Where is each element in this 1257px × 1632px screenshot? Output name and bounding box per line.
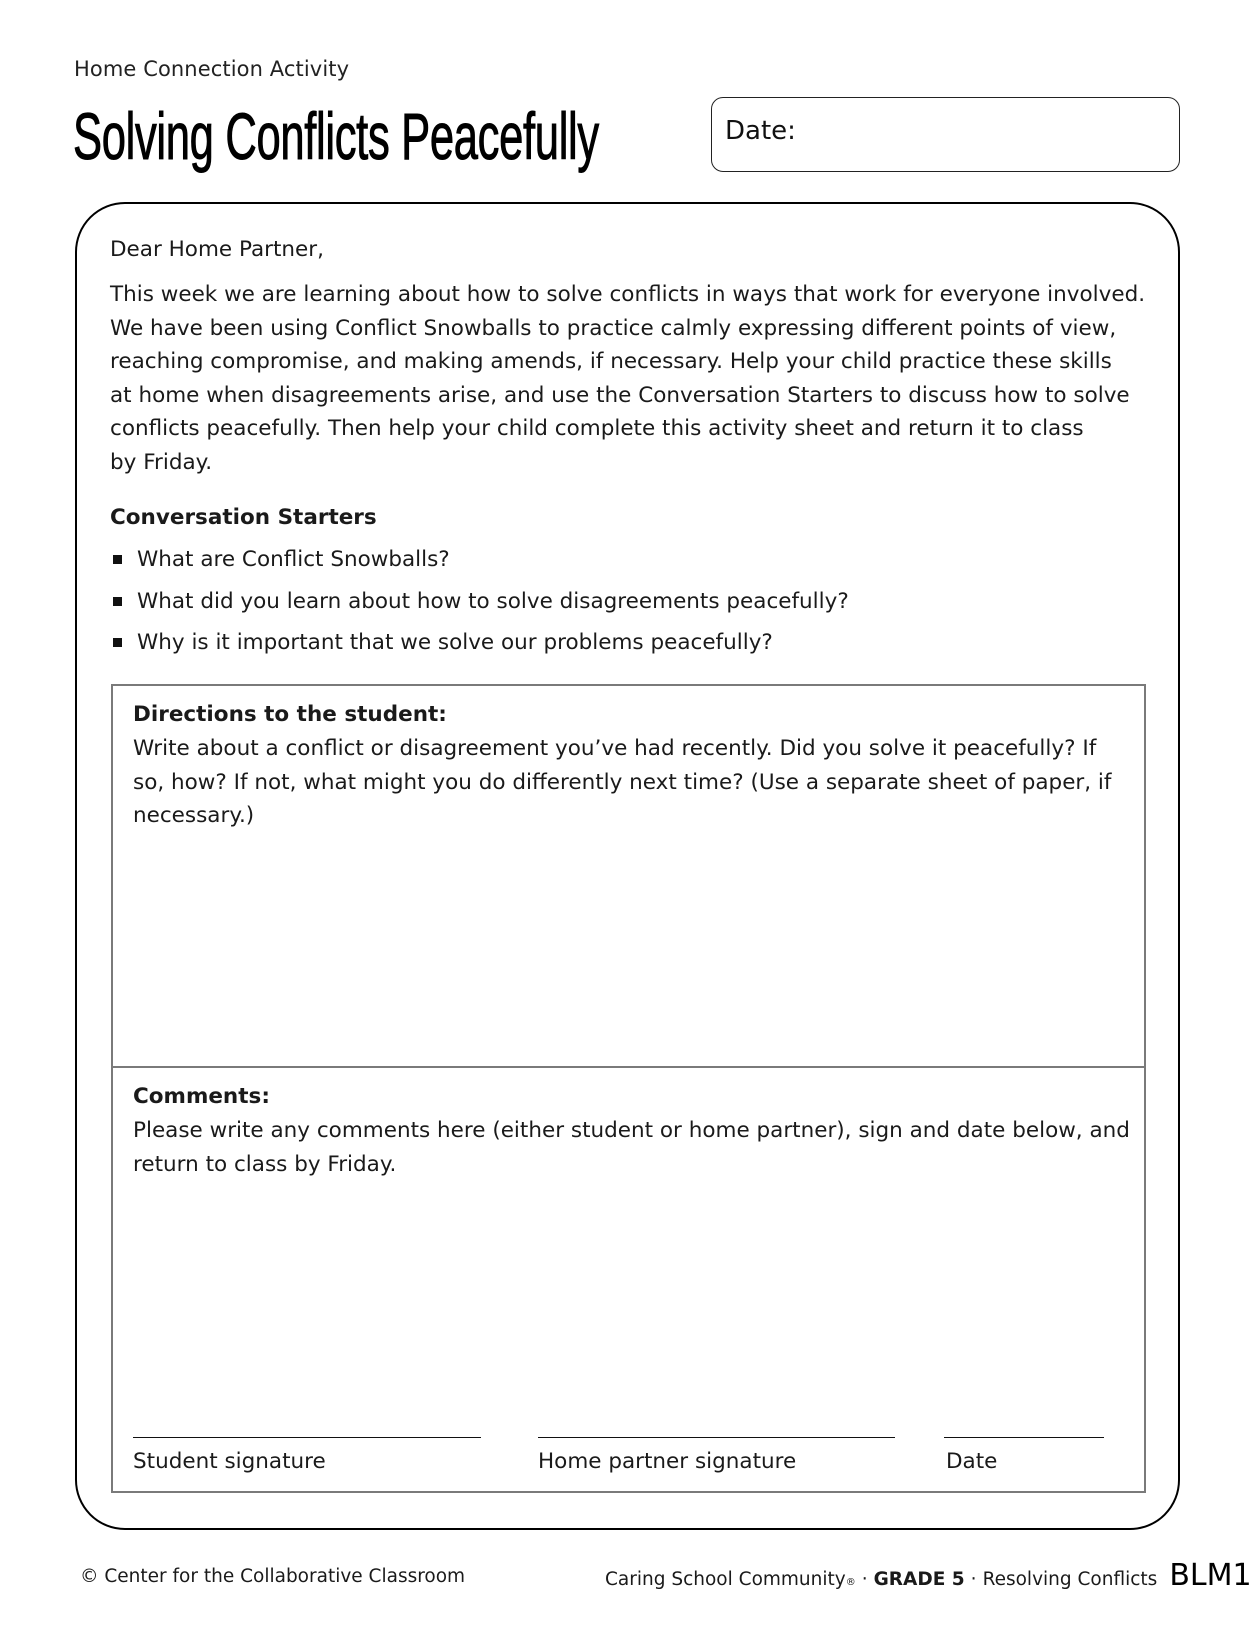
letter-body-line: conflicts peacefully. Then help your child complete this activity sheet and return it to class <box>110 416 1084 441</box>
home-partner-signature-line[interactable] <box>538 1437 895 1438</box>
square-bullet-icon <box>113 555 122 564</box>
letter-greeting: Dear Home Partner, <box>110 237 324 262</box>
footer-code: BLM1 <box>1169 1558 1252 1593</box>
date-field-label: Date: <box>725 116 796 146</box>
comments-section[interactable] <box>113 1068 1144 1493</box>
directions-text-line: Write about a conflict or disagreement you’ve had recently. Did you solve it peacefully? If <box>133 736 1097 761</box>
list-item-text: Why is it important that we solve our problems peacefully? <box>137 630 773 656</box>
directions-text <box>133 732 1123 833</box>
letter-body-line: This week we are learning about how to solve conflicts in ways that work for everyone involved. <box>110 282 1146 307</box>
list-item-text: What are Conflict Snowballs? <box>137 547 450 573</box>
list-item-text: What did you learn about how to solve disagreements peacefully? <box>137 588 849 614</box>
comments-text-line: return to class by Friday. <box>133 1151 397 1177</box>
letter-body-line: We have been using Conflict Snowballs to practice calmly expressing different points of view, <box>110 315 1117 341</box>
letter-body-line: at home when disagreements arise, and use the Conversation Starters to discuss how to solve <box>110 382 1130 408</box>
footer-separator: · <box>970 1569 977 1590</box>
date-field[interactable] <box>711 97 1180 172</box>
list-item <box>110 539 849 581</box>
directions-heading: Directions to the student: <box>133 702 447 727</box>
directions-response-area[interactable] <box>133 836 1123 1056</box>
directions-text-line: necessary.) <box>133 803 255 828</box>
footer-grade: GRADE 5 <box>873 1569 965 1590</box>
signature-date-label: Date <box>946 1449 998 1474</box>
footer-unit: Resolving Conflicts <box>982 1569 1158 1590</box>
list-item <box>110 622 849 664</box>
page-title: Solving Conflicts Peacefully <box>73 99 599 173</box>
comments-text-line: Please write any comments here (either student or home partner), sign and date below, and <box>133 1118 1130 1143</box>
student-signature-line[interactable] <box>133 1437 481 1438</box>
square-bullet-icon <box>113 638 122 647</box>
directions-section[interactable] <box>113 686 1144 1066</box>
square-bullet-icon <box>113 597 122 606</box>
conversation-starters-heading: Conversation Starters <box>110 505 377 530</box>
footer-product: Caring School Community <box>605 1569 846 1590</box>
conversation-starters-list <box>110 539 849 664</box>
letter-body-line: by Friday. <box>110 449 213 475</box>
eyebrow-label: Home Connection Activity <box>74 57 350 81</box>
home-partner-signature-label: Home partner signature <box>538 1449 797 1474</box>
student-response-box <box>111 684 1146 1493</box>
comments-heading: Comments: <box>133 1084 270 1109</box>
registered-mark: ® <box>845 1577 856 1588</box>
directions-text-line: so, how? If not, what might you do differently next time? (Use a separate sheet of paper, if <box>133 769 1112 795</box>
letter-body-line: reaching compromise, and making amends, if necessary. Help your child practice these skills <box>110 349 1112 374</box>
comments-response-area[interactable] <box>133 1188 1123 1408</box>
footer-separator: · <box>861 1569 868 1590</box>
list-item <box>110 581 849 623</box>
footer-copyright: © Center for the Collaborative Classroom <box>80 1566 466 1587</box>
signature-date-line[interactable] <box>944 1437 1104 1438</box>
letter-body <box>110 278 1150 479</box>
comments-text <box>133 1114 1130 1181</box>
student-signature-label: Student signature <box>133 1449 326 1474</box>
footer-credits <box>605 1558 1252 1593</box>
